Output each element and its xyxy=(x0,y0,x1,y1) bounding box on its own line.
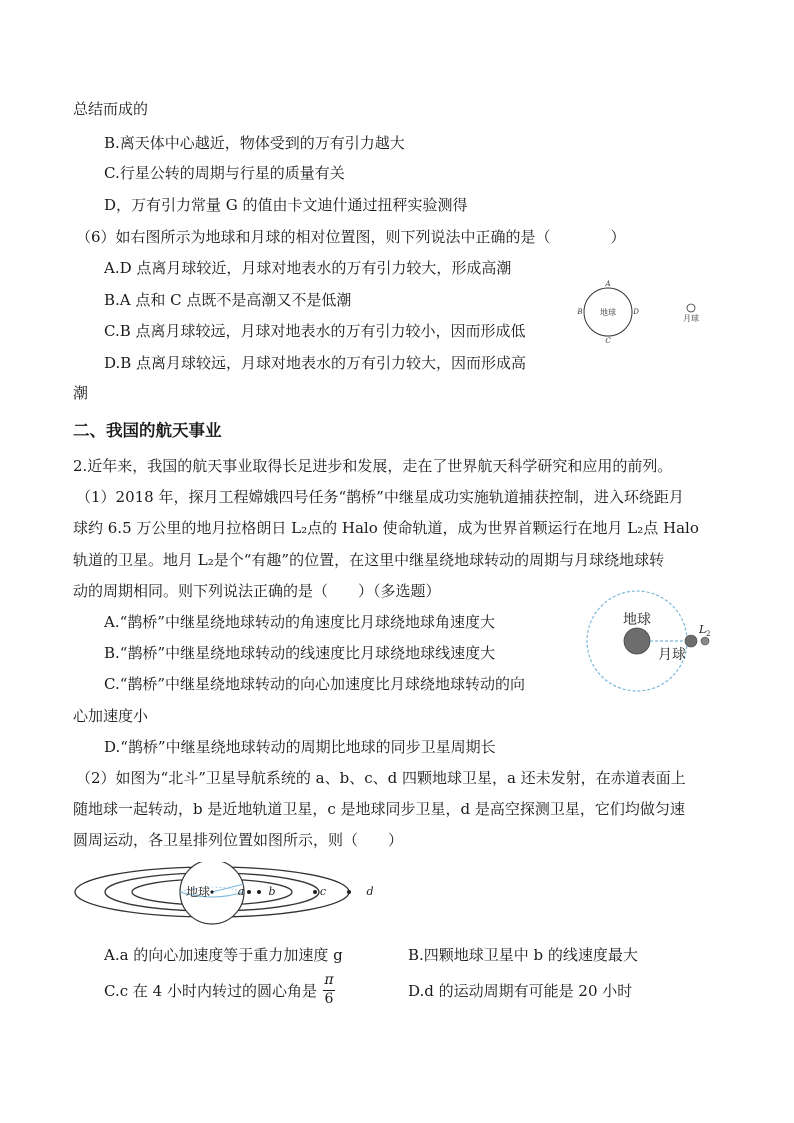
option-c: C.“鹊桥”中继星绕地球转动的向心加速度比月球绕地球转动的向 xyxy=(104,675,526,693)
satellite-a-label: a xyxy=(237,885,245,898)
point-b-label: B xyxy=(577,308,583,316)
satellite-a-icon xyxy=(247,890,251,894)
option-d: D.“鹊桥”中继星绕地球转动的周期比地球的同步卫星周期长 xyxy=(104,738,496,756)
question-6: （6）如右图所示为地球和月球的相对位置图，则下列说法中正确的是（ ） xyxy=(76,228,626,246)
moon-label: 月球 xyxy=(658,647,686,663)
moon-icon xyxy=(685,635,697,647)
option-c: C.行星公转的周期与行星的质量有关 xyxy=(104,164,345,182)
text-line: 随地球一起转动，b 是近地轨道卫星，c 是地球同步卫星，d 是高空探测卫星，它们均做匀速 xyxy=(73,800,685,818)
satellite-b-label: b xyxy=(268,885,276,898)
option-b: B.离天体中心越近，物体受到的万有引力越大 xyxy=(104,134,405,152)
text-line: 总结而成的 xyxy=(73,100,149,118)
satellite-orbits-diagram xyxy=(70,862,390,926)
question-2: 2.近年来，我国的航天事业取得长足进步和发展，走在了世界航天科学研究和应用的前列。 xyxy=(73,457,673,475)
section-heading: 二、我国的航天事业 xyxy=(73,421,222,440)
fraction-numerator: π xyxy=(324,972,334,988)
option-c: C.B 点离月球较远，月球对地表水的万有引力较小，因而形成低 xyxy=(104,322,526,340)
option-a: A.D 点离月球较近，月球对地表水的万有引力较大，形成高潮 xyxy=(104,259,512,277)
l2-label: L xyxy=(699,623,707,636)
question-2-2: （2）如图为“北斗”卫星导航系统的 a、b、c、d 四颗地球卫星，a 还未发射，在赤道表面上 xyxy=(76,769,686,787)
lagrange-l2-diagram xyxy=(585,585,725,700)
point-a-label: A xyxy=(605,280,611,288)
earth-label: 地球 xyxy=(600,308,616,317)
earth-label: 地球 xyxy=(185,885,211,899)
moon-label: 月球 xyxy=(683,314,699,323)
question-2-1: （1）2018 年，探月工程嫦娥四号任务“鹊桥”中继星成功实施轨道捕获控制，进入环绕距月 xyxy=(76,488,684,506)
earth-icon xyxy=(624,628,650,654)
satellite-d-icon xyxy=(347,890,351,894)
satellite-c-label: c xyxy=(319,885,327,898)
l2-subscript: 2 xyxy=(706,630,711,638)
moon-icon xyxy=(687,304,695,312)
satellite-icon xyxy=(701,637,709,645)
point-c-label: C xyxy=(605,337,611,345)
option-d: D，万有引力常量 G 的值由卡文迪什通过扭秤实验测得 xyxy=(104,196,468,214)
text-line: 心加速度小 xyxy=(73,707,149,725)
option-a: A.“鹊桥”中继星绕地球转动的角速度比月球绕地球角速度大 xyxy=(104,613,495,631)
text-line: 圆周运动，各卫星排列位置如图所示，则（ ） xyxy=(73,831,404,849)
satellite-c-icon xyxy=(313,890,317,894)
option-b: B.A 点和 C 点既不是高潮又不是低潮 xyxy=(104,291,352,309)
option-b: B.“鹊桥”中继星绕地球转动的线速度比月球绕地球线速度大 xyxy=(104,644,496,662)
satellite-b-icon xyxy=(257,890,261,894)
earth-label: 地球 xyxy=(623,612,651,628)
point-d-label: D xyxy=(633,308,639,316)
earth-moon-diagram xyxy=(565,275,715,350)
satellite-d-label: d xyxy=(366,885,374,898)
text-line: 轨道的卫星。地月 L₂是个“有趣”的位置，在这里中继星绕地球转动的周期与月球绕地球转 xyxy=(73,551,665,569)
text-line: 动的周期相同。则下列说法正确的是（ ）（多选题） xyxy=(73,582,441,600)
option-d: D.d 的运动周期有可能是 20 小时 xyxy=(408,982,633,1000)
option-c: C.c 在 4 小时内转过的圆心角是 xyxy=(104,982,317,1000)
fraction-denominator: 6 xyxy=(324,991,334,1007)
text-line: 潮 xyxy=(73,384,89,402)
option-d: D.B 点离月球较远，月球对地表水的万有引力较大，因而形成高 xyxy=(104,354,527,372)
option-a: A.a 的向心加速度等于重力加速度 g xyxy=(104,946,343,964)
text-line: 球约 6.5 万公里的地月拉格朗日 L₂点的 Halo 使命轨道，成为世界首颗运行在地月 L₂点 Halo xyxy=(73,519,699,537)
option-b: B.四颗地球卫星中 b 的线速度最大 xyxy=(408,946,638,964)
